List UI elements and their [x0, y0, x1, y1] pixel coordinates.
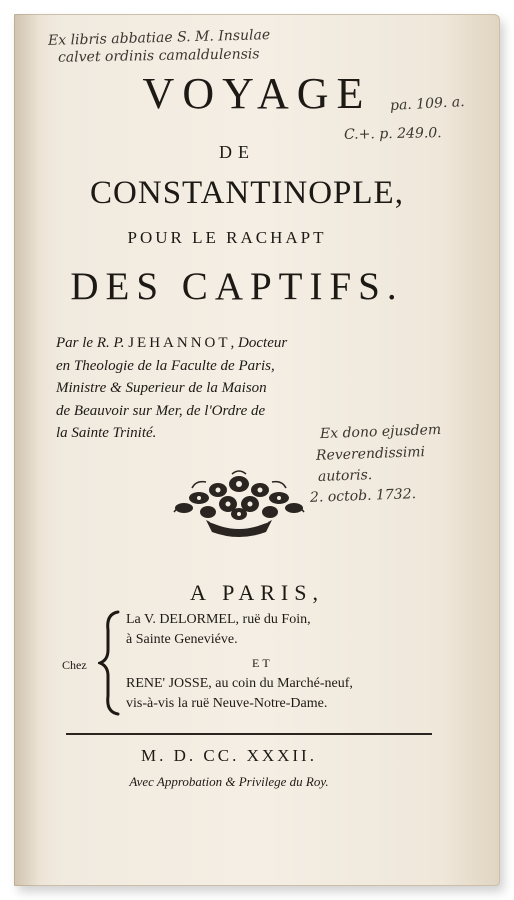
imprint-city: A PARIS,	[189, 580, 324, 605]
title-constantinople: CONSTANTINOPLE,	[90, 175, 404, 211]
publisher2-line1: RENE' JOSSE, au coin du Marché-neuf,	[126, 676, 353, 691]
author-line-1: Par le R. P. JEHANNOT, Docteur	[56, 335, 288, 351]
publication-date: M. D. CC. XXXII.	[141, 746, 317, 765]
gift-inscription-line2: Reverendissimi	[315, 444, 426, 464]
approbation-line: Avec Approbation & Privilege du Roy.	[129, 774, 329, 789]
curly-brace	[98, 610, 122, 716]
ownership-inscription-line2: calvet ordinis camaldulensis	[57, 46, 260, 66]
horizontal-rule	[66, 733, 432, 735]
title-voyage: VOYAGE	[142, 69, 372, 118]
author-line-2: en Theologie de la Faculte de Paris,	[56, 357, 275, 374]
imprint-et: ET	[252, 656, 273, 670]
imprint-chez: Chez	[62, 658, 87, 672]
author-line-5: la Sainte Trinité.	[56, 425, 157, 441]
title-de: DE	[219, 142, 255, 162]
gift-inscription-line4: 2. octob. 1732.	[309, 486, 417, 506]
author-name: JEHANNOT	[128, 335, 231, 351]
title-des-captifs: DES CAPTIFS.	[70, 265, 404, 308]
shelfmark-line1: pa. 109. a.	[389, 94, 466, 114]
shelfmark-line2: C.+. p. 249.0.	[343, 125, 442, 143]
author-line-4: de Beauvoir sur Mer, de l'Ordre de	[56, 402, 266, 419]
author-line-3: Ministre & Superieur de la Maison	[56, 380, 267, 396]
publisher2-line2: vis-à-vis la ruë Neuve-Notre-Dame.	[126, 696, 328, 711]
title-pour-le-rachapt: POUR LE RACHAPT	[127, 228, 327, 247]
ownership-inscription-line1: Ex libris abbatiae S. M. Insulae	[47, 27, 271, 49]
publisher1-line2: à Sainte Geneviéve.	[126, 632, 238, 647]
title-page	[14, 14, 500, 886]
gift-inscription-line3: autoris.	[317, 467, 373, 485]
flower-basket-ornament	[166, 468, 312, 540]
gift-inscription-line1: Ex dono ejusdem	[319, 421, 442, 443]
publisher1-line1: La V. DELORMEL, ruë du Foin,	[126, 612, 311, 627]
